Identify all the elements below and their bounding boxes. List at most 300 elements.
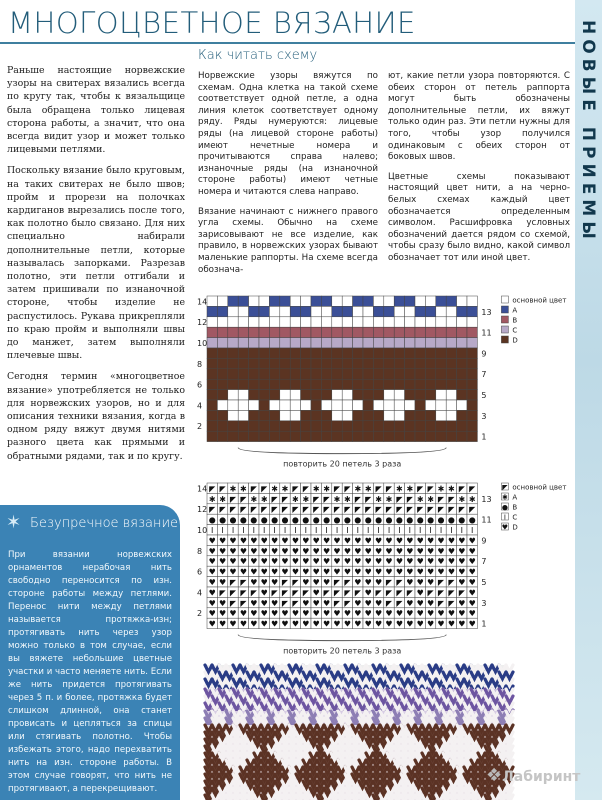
chart-cell-symbol: ♥ xyxy=(427,598,435,608)
chart-cell xyxy=(363,369,373,379)
labirint-logo-icon: ❖ xyxy=(486,765,503,786)
chart-cell xyxy=(405,379,415,389)
chart-cell-symbol: ◤ xyxy=(458,588,465,598)
chart-cell xyxy=(425,379,435,389)
chart-cell xyxy=(425,317,435,327)
chart-cell-symbol: ♥ xyxy=(406,546,414,556)
chart-cell-symbol: ♥ xyxy=(427,536,435,546)
chart-cell-symbol: ♥ xyxy=(260,536,268,546)
chart-cell-symbol: ◤ xyxy=(261,505,268,515)
chart-cell xyxy=(269,379,279,389)
chart-cell-symbol: ✱ xyxy=(406,484,414,494)
chart-cell-symbol: ♥ xyxy=(468,609,476,619)
chart-cell xyxy=(332,431,342,441)
chart-cell-symbol: ◤ xyxy=(344,588,351,598)
chart-cell xyxy=(269,296,279,306)
chart-cell xyxy=(425,431,435,441)
chart-cell-symbol: ◤ xyxy=(271,505,278,515)
chart-cell xyxy=(394,379,404,389)
labirint-logo xyxy=(486,765,580,786)
chart-cell-symbol: ● xyxy=(447,515,455,525)
chart-cell-symbol: Ι xyxy=(335,526,339,535)
chart-cell-symbol: ♥ xyxy=(406,578,414,587)
chart-cell xyxy=(280,358,290,368)
chart-cell-symbol: ♥ xyxy=(406,609,414,619)
chart-cell xyxy=(363,421,373,431)
chart-cell-symbol: ♥ xyxy=(468,567,476,577)
chart-cell-symbol: ♥ xyxy=(354,557,362,567)
chart-cell xyxy=(405,348,415,358)
chart-cell-symbol: ♥ xyxy=(250,609,258,619)
chart-cell xyxy=(425,400,435,410)
chart-cell xyxy=(425,390,435,400)
intro-paragraph: Раньше настоящие норвежские узоры на свитерах вязались всегда по кругу так, чтобы к вязальщице была обращена только лицевая сторона работы, а значит, что она всегда видит узор и может только лицевыми петлями. xyxy=(7,65,185,156)
chart-cell xyxy=(342,410,352,420)
chart-cell xyxy=(228,358,238,368)
chart-cell xyxy=(238,348,248,358)
chart-cell xyxy=(249,358,259,368)
chart-cell xyxy=(249,348,259,358)
chart-cell xyxy=(425,421,435,431)
chart-cell-symbol: ● xyxy=(468,515,476,525)
chart-cell-symbol: Ι xyxy=(242,526,245,535)
chart-cell xyxy=(373,421,383,431)
chart-cell xyxy=(363,306,373,316)
row-label: 5 xyxy=(481,391,487,400)
chart-cell xyxy=(405,338,415,348)
chart-cell-symbol: ● xyxy=(333,515,341,525)
legend-swatch xyxy=(501,326,508,333)
chart-cell-symbol: Ι xyxy=(294,526,297,535)
chart-cell xyxy=(394,306,404,316)
chart-cell xyxy=(217,390,227,400)
chart-cell-symbol: ♥ xyxy=(302,578,310,587)
chart-cell-symbol: ♥ xyxy=(354,578,362,587)
chart-cell xyxy=(425,327,435,337)
chart-cell xyxy=(394,421,404,431)
chart-cell xyxy=(238,317,248,327)
chart-cell-symbol: ◤ xyxy=(354,505,361,515)
chart-cell-symbol: ● xyxy=(239,515,247,525)
row-label: 11 xyxy=(481,328,492,338)
chart-cell-symbol: ♥ xyxy=(312,619,320,629)
chart-cell-symbol: ♥ xyxy=(239,536,247,546)
chart-cell-symbol: ✱ xyxy=(312,484,320,494)
chart-cell-symbol: ♥ xyxy=(219,578,227,587)
chart-cell xyxy=(321,327,331,337)
chart-cell-symbol: ♥ xyxy=(447,567,455,577)
chart-cell-symbol: ♥ xyxy=(468,536,476,546)
chart-cell xyxy=(446,390,456,400)
chart-cell xyxy=(207,327,217,337)
chart-cell-symbol: ♥ xyxy=(291,557,299,567)
chart-cell-symbol: Ι xyxy=(304,526,307,535)
chart-cell-symbol: Ι xyxy=(356,526,359,535)
chart-cell-symbol: ♥ xyxy=(208,578,216,587)
chart-cell-symbol: ♥ xyxy=(458,536,466,546)
chart-cell xyxy=(394,296,404,306)
chart-cell xyxy=(269,317,279,327)
chart-cell-symbol: ♥ xyxy=(406,598,414,608)
chart-cell xyxy=(228,306,238,316)
chart-cell-symbol: ♥ xyxy=(354,536,362,546)
chart-cell-symbol: ♥ xyxy=(333,546,341,556)
chart-cell xyxy=(228,348,238,358)
chart-cell xyxy=(249,369,259,379)
chart-cell-symbol: ◤ xyxy=(240,505,247,515)
chart-cell-symbol: ◤ xyxy=(375,505,382,515)
chart-cell xyxy=(290,390,300,400)
chart-cell xyxy=(384,327,394,337)
chart-cell xyxy=(394,358,404,368)
chart-cell xyxy=(353,410,363,420)
chart-cell xyxy=(259,410,269,420)
chart-cell-symbol: ♥ xyxy=(343,567,351,577)
row-label: 7 xyxy=(481,557,487,567)
chart-cell xyxy=(467,338,477,348)
chart-cell-symbol: ♥ xyxy=(416,567,424,577)
chart-cell-symbol: ◤ xyxy=(292,598,299,608)
chart-cell xyxy=(394,338,404,348)
chart-cell-symbol: ♥ xyxy=(333,567,341,577)
chart-cell xyxy=(259,421,269,431)
header xyxy=(0,0,575,44)
chart-cell-symbol: ● xyxy=(343,515,351,525)
knit-sample-photo xyxy=(205,665,507,800)
chart-cell-symbol: ♥ xyxy=(239,609,247,619)
chart-cell xyxy=(301,296,311,306)
chart-cell-symbol: ◤ xyxy=(417,505,424,515)
chart-cell xyxy=(394,327,404,337)
chart-cell xyxy=(290,358,300,368)
chart-cell-symbol: ◤ xyxy=(427,505,434,515)
chart-cell-symbol: ♥ xyxy=(375,609,383,619)
chart-cell-symbol: ◤ xyxy=(437,598,445,608)
chart-cell-symbol: ♥ xyxy=(312,598,320,608)
chart-cell xyxy=(217,306,227,316)
chart-cell-symbol: ♥ xyxy=(416,598,424,608)
chart-cell-symbol: ♥ xyxy=(239,567,247,577)
chart-cell-symbol: ♥ xyxy=(364,598,372,608)
chart-cell xyxy=(207,379,217,389)
chart-cell-symbol: ♥ xyxy=(323,578,331,587)
chart-cell-symbol: ♥ xyxy=(281,557,289,567)
chart-cell-symbol: ● xyxy=(364,515,372,525)
chart-cell xyxy=(332,379,342,389)
chart-cell-symbol: ♥ xyxy=(312,567,320,577)
chart-cell xyxy=(436,431,446,441)
chart-cell-symbol: ♥ xyxy=(364,546,372,556)
chart-cell xyxy=(228,410,238,420)
chart-cell-symbol: ♥ xyxy=(271,536,279,546)
row-label: 14 xyxy=(197,484,208,494)
chart-cell-symbol: ♥ xyxy=(364,619,372,629)
chart-cell xyxy=(415,296,425,306)
chart-cell xyxy=(415,348,425,358)
chart-cell-symbol: ◤ xyxy=(229,588,237,598)
chart-cell-symbol: ♥ xyxy=(250,546,258,556)
chart-cell xyxy=(280,306,290,316)
chart-cell-symbol: ✱ xyxy=(364,484,372,494)
chart-cell-symbol: ♥ xyxy=(437,619,445,629)
repeat-label: повторить 20 петель 3 раза xyxy=(283,646,402,656)
chart-cell-symbol: ♥ xyxy=(312,609,320,619)
chart-cell-symbol: ● xyxy=(375,515,383,525)
chart-cell xyxy=(363,390,373,400)
chart-cell xyxy=(415,358,425,368)
chart-cell xyxy=(332,421,342,431)
chart-cell xyxy=(290,306,300,316)
chart-cell xyxy=(238,358,248,368)
chart-cell-symbol: ◤ xyxy=(458,484,465,494)
chart-cell xyxy=(290,296,300,306)
chart-cell xyxy=(467,410,477,420)
chart-cell-symbol: ♥ xyxy=(229,546,237,556)
chart-cell xyxy=(269,327,279,337)
chart-cell-symbol: ♥ xyxy=(271,546,279,556)
chart-cell-symbol: ♥ xyxy=(416,536,424,546)
chart-cell xyxy=(363,431,373,441)
chart-cell xyxy=(457,317,467,327)
chart-cell-symbol: ♥ xyxy=(364,557,372,567)
chart-cell-symbol: ♥ xyxy=(281,567,289,577)
chart-cell-symbol: ♥ xyxy=(250,598,258,608)
chart-cell-symbol: ◤ xyxy=(396,598,403,608)
chart-cell xyxy=(207,390,217,400)
chart-cell-symbol: ● xyxy=(271,515,279,525)
chart-cell xyxy=(405,306,415,316)
chart-cell-symbol: ✱ xyxy=(281,484,289,494)
chart-cell-symbol: ◤ xyxy=(437,578,445,587)
chart-cell-symbol: ♥ xyxy=(219,567,227,577)
chart-cell-symbol: ♥ xyxy=(323,546,331,556)
chart-cell xyxy=(436,327,446,337)
chart-cell xyxy=(353,317,363,327)
chart-cell xyxy=(405,390,415,400)
chart-cell-symbol: ♥ xyxy=(219,557,227,567)
chart-cell-symbol: ♥ xyxy=(416,578,424,587)
chart-cell-symbol: ✱ xyxy=(323,484,330,494)
chart-cell-symbol: ♥ xyxy=(333,557,341,567)
chart-cell xyxy=(238,400,248,410)
chart-cell-symbol: ◤ xyxy=(313,494,320,504)
chart-cell xyxy=(301,358,311,368)
chart-cell-symbol: ♥ xyxy=(333,536,341,546)
chart-cell-symbol: ♥ xyxy=(271,609,279,619)
chart-cell-symbol: ♥ xyxy=(416,619,424,629)
chart-cell xyxy=(311,338,321,348)
chart-cell-symbol: ♥ xyxy=(302,567,310,577)
chart-cell-symbol: ◤ xyxy=(240,494,247,504)
chart-cell xyxy=(436,421,446,431)
chart-cell xyxy=(373,390,383,400)
chart-cell xyxy=(217,338,227,348)
chart-cell xyxy=(332,327,342,337)
chart-cell-symbol: ♥ xyxy=(437,609,445,619)
row-label: 8 xyxy=(197,359,203,369)
chart-cell-symbol: ◤ xyxy=(385,588,393,598)
row-label: 8 xyxy=(197,546,203,556)
chart-cell-symbol: ◤ xyxy=(406,588,413,598)
chart-cell xyxy=(280,431,290,441)
chart-cell xyxy=(384,410,394,420)
chart-cell xyxy=(373,317,383,327)
chart-cell xyxy=(457,369,467,379)
chart-cell xyxy=(259,358,269,368)
chart-cell xyxy=(217,348,227,358)
how-to-column-1 xyxy=(198,71,378,284)
chart-cell xyxy=(373,358,383,368)
chart-cell-symbol: ♥ xyxy=(229,536,237,546)
chart-cell xyxy=(207,431,217,441)
chart-cell-symbol: ♥ xyxy=(406,536,414,546)
chart-cell-symbol: ✱ xyxy=(333,494,341,504)
chart-cell-symbol: ◤ xyxy=(448,588,455,598)
chart-cell xyxy=(384,421,394,431)
chart-cell-symbol: ● xyxy=(250,515,258,525)
chart-cell-symbol: ✱ xyxy=(344,494,351,504)
chart-cell-symbol: ♥ xyxy=(229,557,237,567)
chart-cell xyxy=(353,421,363,431)
chart-cell xyxy=(353,379,363,389)
chart-cell xyxy=(217,317,227,327)
legend-swatch xyxy=(501,336,508,343)
row-label: 5 xyxy=(481,578,487,587)
chart-cell-symbol: Ι xyxy=(273,526,276,535)
chart-cell xyxy=(405,421,415,431)
chart-cell-symbol: ♥ xyxy=(302,619,310,629)
chart-cell-symbol: ♥ xyxy=(416,609,424,619)
chart-cell xyxy=(425,306,435,316)
chart-cell xyxy=(332,410,342,420)
chart-cell xyxy=(342,379,352,389)
chart-cell xyxy=(436,379,446,389)
chart-cell-symbol: ♥ xyxy=(385,536,393,546)
chart-cell xyxy=(384,358,394,368)
chart-cell xyxy=(207,317,217,327)
chart-cell xyxy=(467,379,477,389)
chart-cell-symbol: ♥ xyxy=(447,557,455,567)
chart-cell xyxy=(259,348,269,358)
chart-cell-symbol: ✱ xyxy=(271,484,278,494)
chart-cell-symbol: Ι xyxy=(231,526,235,535)
chart-cell-symbol: ✱ xyxy=(375,494,382,504)
chart-cell-symbol: ◤ xyxy=(385,578,393,587)
chart-cell xyxy=(446,400,456,410)
chart-cell-symbol: ♥ xyxy=(385,609,393,619)
chart-cell xyxy=(446,369,456,379)
chart-cell-symbol: ♥ xyxy=(333,609,341,619)
chart-cell xyxy=(467,327,477,337)
chart-cell-symbol: ◤ xyxy=(333,578,341,587)
tip-sidebar xyxy=(0,505,180,800)
chart-cell-symbol: ♥ xyxy=(229,609,237,619)
color-chart xyxy=(195,288,575,469)
chart-cell xyxy=(301,327,311,337)
chart-cell xyxy=(238,379,248,389)
chart-cell-symbol: ♥ xyxy=(260,588,268,598)
chart-cell-symbol: ♥ xyxy=(354,546,362,556)
chart-cell xyxy=(415,421,425,431)
chart-cell xyxy=(280,390,290,400)
chart-cell xyxy=(301,431,311,441)
how-to-heading: Как читать схему xyxy=(198,48,318,63)
chart-cell-symbol: ◤ xyxy=(427,484,434,494)
chart-cell xyxy=(457,390,467,400)
chart-cell-symbol: ◤ xyxy=(292,578,299,587)
chart-cell-symbol: ◤ xyxy=(469,484,476,494)
chart-cell xyxy=(259,327,269,337)
row-label: 10 xyxy=(197,339,208,348)
star-icon: ✶ xyxy=(6,512,22,533)
chart-cell xyxy=(269,306,279,316)
chart-cell xyxy=(384,390,394,400)
chart-cell-symbol: ♥ xyxy=(312,536,320,546)
legend-label: C xyxy=(512,513,518,522)
chart-cell-symbol: ◤ xyxy=(344,578,351,587)
chart-cell-symbol: ● xyxy=(312,515,320,525)
chart-cell-symbol: ◤ xyxy=(396,578,403,587)
chart-cell-symbol: ◤ xyxy=(292,484,299,494)
chart-cell xyxy=(363,338,373,348)
chart-cell xyxy=(342,296,352,306)
chart-cell xyxy=(467,358,477,368)
chart-cell xyxy=(290,421,300,431)
chart-cell xyxy=(321,379,331,389)
chart-cell xyxy=(280,410,290,420)
chart-cell-symbol: ♥ xyxy=(354,598,362,608)
chart-cell-symbol: ♥ xyxy=(375,619,383,629)
chart-cell xyxy=(259,338,269,348)
chart-cell-symbol: ♥ xyxy=(281,546,289,556)
chart-cell xyxy=(269,410,279,420)
chart-cell-symbol: ♥ xyxy=(447,609,455,619)
chart-cell-symbol: ♥ xyxy=(208,588,216,598)
chart-cell xyxy=(394,348,404,358)
chart-cell-symbol: ♥ xyxy=(437,546,445,556)
chart-cell-symbol: ◤ xyxy=(219,588,226,598)
chart-cell-symbol: ◤ xyxy=(240,588,247,598)
chart-cell xyxy=(301,400,311,410)
chart-cell xyxy=(269,421,279,431)
chart-cell xyxy=(228,390,238,400)
chart-cell-symbol: ♥ xyxy=(468,619,476,629)
chart-cell-symbol: ◤ xyxy=(209,484,216,494)
chart-cell xyxy=(415,379,425,389)
chart-cell xyxy=(311,431,321,441)
chart-cell-symbol: ♥ xyxy=(281,536,289,546)
chart-cell xyxy=(249,317,259,327)
chart-cell-symbol: ♥ xyxy=(458,567,466,577)
chart-cell-symbol: ♥ xyxy=(458,578,466,587)
chart-cell-symbol: ♥ xyxy=(375,557,383,567)
chart-cell xyxy=(394,431,404,441)
chart-cell xyxy=(217,400,227,410)
chart-cell-symbol: ♥ xyxy=(468,598,476,608)
chart-cell-symbol: ◤ xyxy=(229,598,237,608)
chart-cell xyxy=(342,390,352,400)
chart-cell xyxy=(269,358,279,368)
chart-cell-symbol: ♥ xyxy=(208,567,216,577)
chart-cell xyxy=(363,358,373,368)
chart-cell xyxy=(353,358,363,368)
chart-cell-symbol: ◤ xyxy=(250,588,257,598)
chart-cell xyxy=(415,369,425,379)
chart-cell xyxy=(363,327,373,337)
chart-cell xyxy=(457,358,467,368)
chart-cell xyxy=(321,400,331,410)
chart-cell-symbol: ◤ xyxy=(344,598,351,608)
